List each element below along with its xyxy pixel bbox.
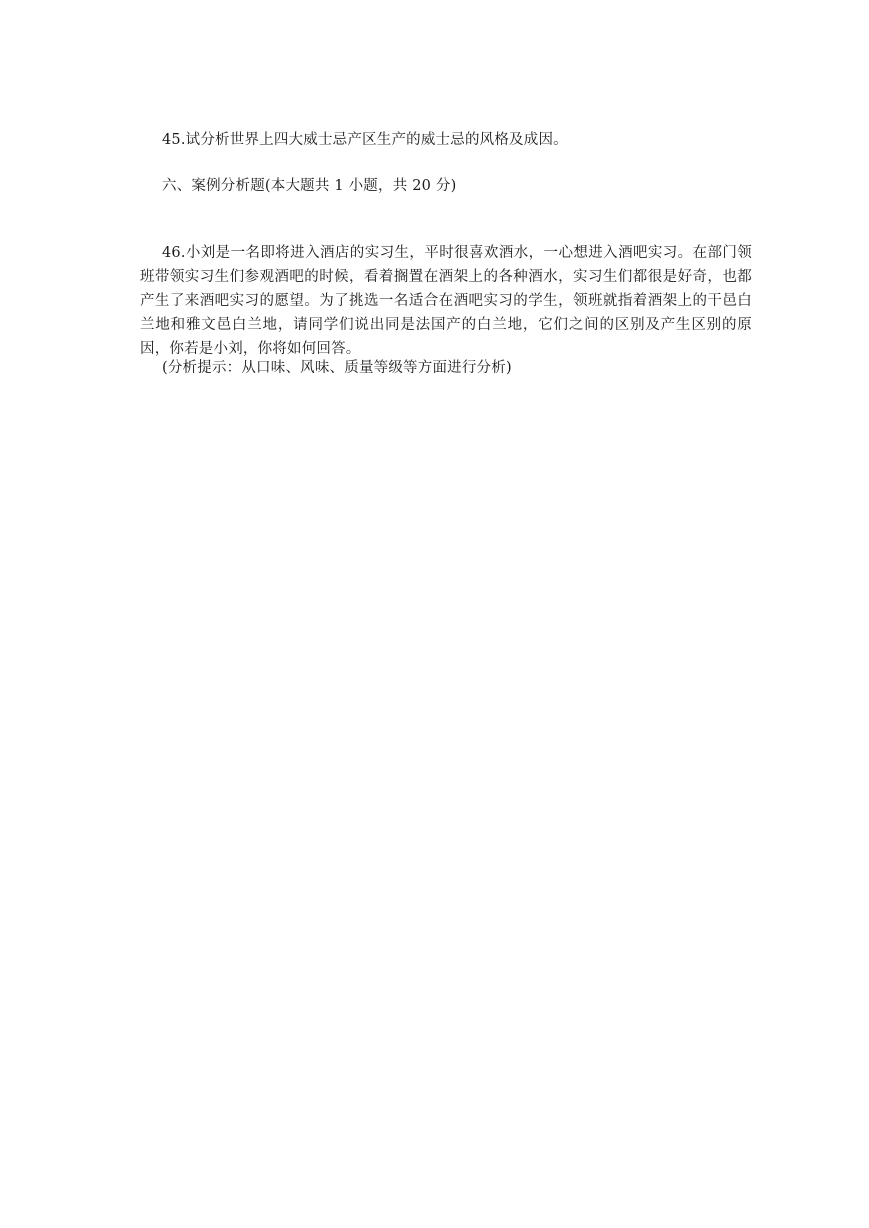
question-46-text: 46.小刘是一名即将进入酒店的实习生，平时很喜欢酒水，一心想进入酒吧实习。在部门领班带领实习生们参观酒吧的时候，看着搁置在酒架上的各种酒水，实习生们都很是好奇，也都产生了来酒吧实习的愿望。为了挑选一名适合在酒吧实习的学生，领班就指着酒架上的干邑白兰地和雅文邑白兰地，请同学们说出同是法国产的白兰地，它们之间的区别及产生区别的原因，你若是小刘，你将如何回答。 [140, 245, 752, 357]
question-45-text: 45.试分析世界上四大威士忌产区生产的威士忌的风格及成因。 [162, 132, 568, 148]
analysis-hint-text: (分析提示：从口味、风味、质量等级等方面进行分析) [162, 360, 512, 376]
section-6-heading: 六、案例分析题(本大题共 1 小题，共 20 分) [162, 178, 457, 194]
